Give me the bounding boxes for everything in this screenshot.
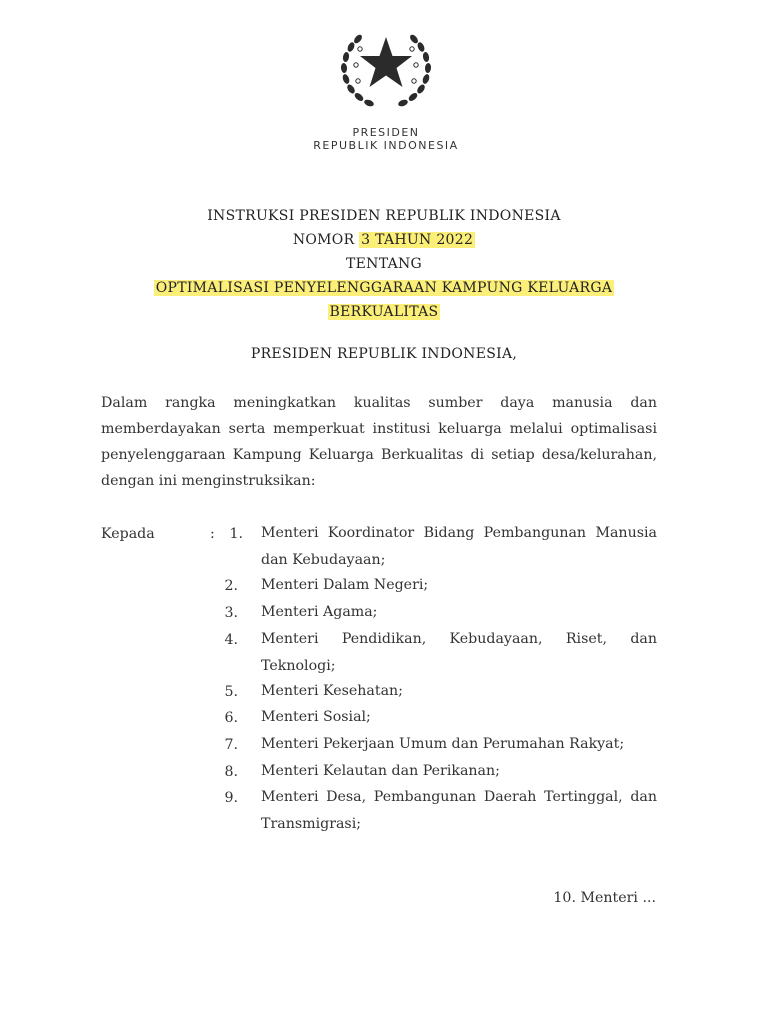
header-line-presiden: PRESIDEN [352,126,420,139]
recipient-item-9: Menteri Desa, Pembangunan Daerah Tertinggal, dan [261,789,657,805]
recipient-number: 7. [224,737,238,753]
preamble-line-4: dengan ini menginstruksikan: [101,473,316,489]
recipient-item-9-cont: Transmigrasi; [261,816,362,832]
page-continuation: 10. Menteri ... [553,890,656,906]
subject-line-1-text: OPTIMALISASI PENYELENGGARAAN KAMPUNG KELUARGA [155,280,613,296]
subject-line-1 [0,280,768,296]
header-line-republik: REPUBLIK INDONESIA [313,139,459,152]
recipient-item-1-cont: dan Kebudayaan; [261,552,386,568]
subject-line-2-text: BERKUALITAS [329,304,439,320]
recipient-item-1: Menteri Koordinator Bidang Pembangunan Manusia [261,525,657,541]
recipient-item-7: Menteri Pekerjaan Umum dan Perumahan Rakyat; [261,736,625,752]
document-number [0,232,768,248]
presidential-emblem-icon [332,25,440,115]
recipient-item-4: Menteri Pendidikan, Kebudayaan, Riset, dan [261,631,657,647]
preamble-line-1: Dalam rangka meningkatkan kualitas sumber daya manusia dan [101,395,657,411]
recipient-number: 4. [224,632,238,648]
recipients-label: Kepada [101,526,155,542]
preamble-line-2: memberdayakan serta memperkuat institusi keluarga melalui optimalisasi [101,421,657,437]
recipient-item-8: Menteri Kelautan dan Perikanan; [261,763,500,779]
recipient-number: 8. [224,764,238,780]
recipient-number: 9. [224,790,238,806]
issuer-heading: PRESIDEN REPUBLIK INDONESIA, [250,346,518,362]
recipient-number: 5. [224,684,238,700]
recipients-colon: : [210,526,215,542]
preamble-line-3: penyelenggaraan Kampung Keluarga Berkualitas di setiap desa/kelurahan, [101,447,657,463]
recipient-item-5: Menteri Kesehatan; [261,683,403,699]
recipient-number: 6. [224,710,238,726]
tentang-label: TENTANG [345,256,423,272]
recipient-item-6: Menteri Sosial; [261,709,371,725]
recipient-item-3: Menteri Agama; [261,604,378,620]
recipient-number: 3. [224,605,238,621]
recipient-item-2: Menteri Dalam Negeri; [261,577,429,593]
number-highlight: 3 TAHUN 2022 [361,232,474,248]
number-prefix: NOMOR [292,232,360,248]
recipient-number: 2. [224,578,238,594]
recipient-item-4-cont: Teknologi; [261,658,336,674]
recipient-number: 1. [229,526,243,542]
subject-line-2 [0,304,768,320]
document-title: INSTRUKSI PRESIDEN REPUBLIK INDONESIA [207,208,561,224]
